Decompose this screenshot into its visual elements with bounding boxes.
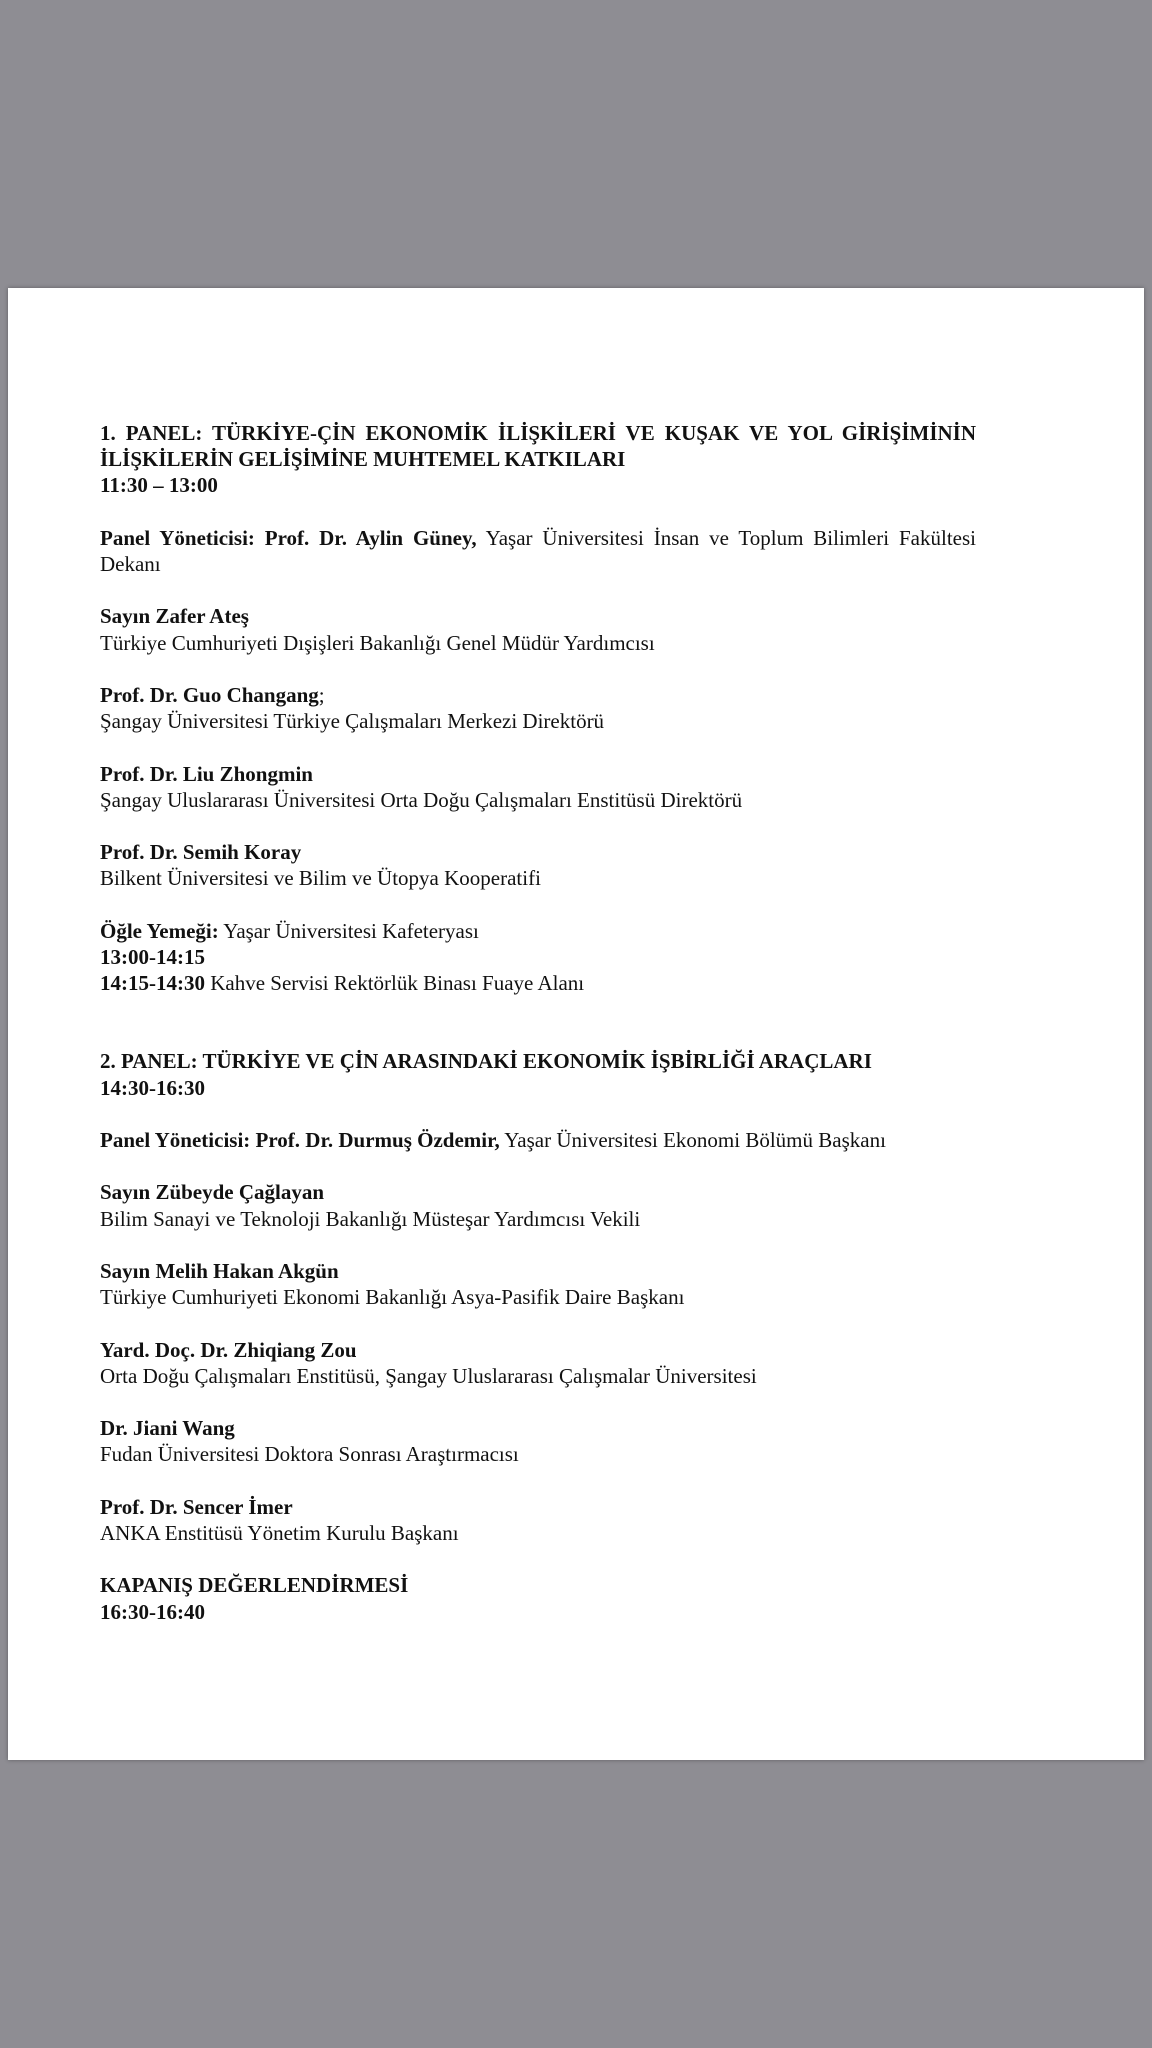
speaker-affiliation: Şangay Uluslararası Üniversitesi Orta Doğu Çalışmaları Enstitüsü Direktörü bbox=[100, 787, 743, 812]
speaker bbox=[100, 839, 976, 891]
speaker bbox=[100, 603, 976, 655]
panel1-header bbox=[100, 420, 976, 499]
panel2-time: 14:30-16:30 bbox=[100, 1075, 205, 1100]
closing-title: KAPANIŞ DEĞERLENDİRMESİ bbox=[100, 1573, 409, 1598]
speaker-affiliation: Fudan Üniversitesi Doktora Sonrası Araştırmacısı bbox=[100, 1442, 519, 1467]
speaker bbox=[100, 1415, 976, 1467]
panel1-title: 1. PANEL: TÜRKİYE-ÇİN EKONOMİK İLİŞKİLERİ VE KUŞAK VE YOL GİRİŞİMİNİN İLİŞKİLERİN GELİŞİMİNE MUHTEMEL KATKILARI bbox=[100, 421, 976, 472]
speaker-name-suffix: ; bbox=[318, 682, 325, 707]
speaker-affiliation: Türkiye Cumhuriyeti Ekonomi Bakanlığı Asya-Pasifik Daire Başkanı bbox=[100, 1285, 685, 1310]
speaker-affiliation: Şangay Üniversitesi Türkiye Çalışmaları Merkezi Direktörü bbox=[100, 709, 605, 734]
speaker-affiliation: Bilkent Üniversitesi ve Bilim ve Ütopya Kooperatifi bbox=[100, 866, 541, 891]
panel2-moderator bbox=[100, 1127, 976, 1153]
closing-block bbox=[100, 1572, 976, 1624]
speaker bbox=[100, 1337, 976, 1389]
speaker-name: Sayın Melih Hakan Akgün bbox=[100, 1258, 339, 1283]
moderator-affiliation: Yaşar Üniversitesi Ekonomi Bölümü Başkanı bbox=[504, 1127, 886, 1152]
lunch-time: 13:00-14:15 bbox=[100, 944, 205, 969]
closing-time: 16:30-16:40 bbox=[100, 1599, 205, 1624]
speaker bbox=[100, 1179, 976, 1231]
program-content bbox=[100, 420, 976, 1651]
panel2-title: 2. PANEL: TÜRKİYE VE ÇİN ARASINDAKİ EKONOMİK İŞBİRLİĞİ ARAÇLARI bbox=[100, 1049, 872, 1074]
speaker-name: Yard. Doç. Dr. Zhiqiang Zou bbox=[100, 1337, 357, 1362]
panel1-time: 11:30 – 13:00 bbox=[100, 473, 218, 498]
speaker bbox=[100, 682, 976, 734]
speaker-affiliation: Türkiye Cumhuriyeti Dışişleri Bakanlığı Genel Müdür Yardımcısı bbox=[100, 630, 655, 655]
speaker bbox=[100, 1494, 976, 1546]
lunch-label: Öğle Yemeği: bbox=[100, 918, 219, 943]
panel1-moderator bbox=[100, 525, 976, 577]
moderator-name: Panel Yöneticisi: Prof. Dr. Aylin Güney, bbox=[100, 525, 477, 550]
lunch-block bbox=[100, 918, 976, 997]
speaker-name: Prof. Dr. Semih Koray bbox=[100, 840, 302, 865]
panel2-header bbox=[100, 1048, 976, 1100]
speaker-affiliation: Orta Doğu Çalışmaları Enstitüsü, Şangay Uluslararası Çalışmalar Üniversitesi bbox=[100, 1363, 757, 1388]
coffee-time: 14:15-14:30 bbox=[100, 971, 205, 996]
moderator-affiliation: Yaşar Üniversitesi İnsan ve Toplum Bilimleri Fakültesi Dekanı bbox=[100, 525, 976, 576]
speaker-name: Sayın Zafer Ateş bbox=[100, 604, 249, 629]
speaker-name: Dr. Jiani Wang bbox=[100, 1416, 235, 1441]
speaker-affiliation: ANKA Enstitüsü Yönetim Kurulu Başkanı bbox=[100, 1520, 459, 1545]
coffee-text: Kahve Servisi Rektörlük Binası Fuaye Alanı bbox=[210, 971, 585, 996]
moderator-name: Panel Yöneticisi: Prof. Dr. Durmuş Özdemir, bbox=[100, 1127, 500, 1152]
speaker-name: Sayın Zübeyde Çağlayan bbox=[100, 1180, 325, 1205]
speaker bbox=[100, 761, 976, 813]
speaker-name: Prof. Dr. Guo Changang bbox=[100, 682, 319, 707]
speaker-name: Prof. Dr. Liu Zhongmin bbox=[100, 761, 313, 786]
lunch-place: Yaşar Üniversitesi Kafeteryası bbox=[223, 918, 479, 943]
speaker-affiliation: Bilim Sanayi ve Teknoloji Bakanlığı Müsteşar Yardımcısı Vekili bbox=[100, 1206, 641, 1231]
speaker-name: Prof. Dr. Sencer İmer bbox=[100, 1494, 293, 1519]
speaker bbox=[100, 1258, 976, 1310]
